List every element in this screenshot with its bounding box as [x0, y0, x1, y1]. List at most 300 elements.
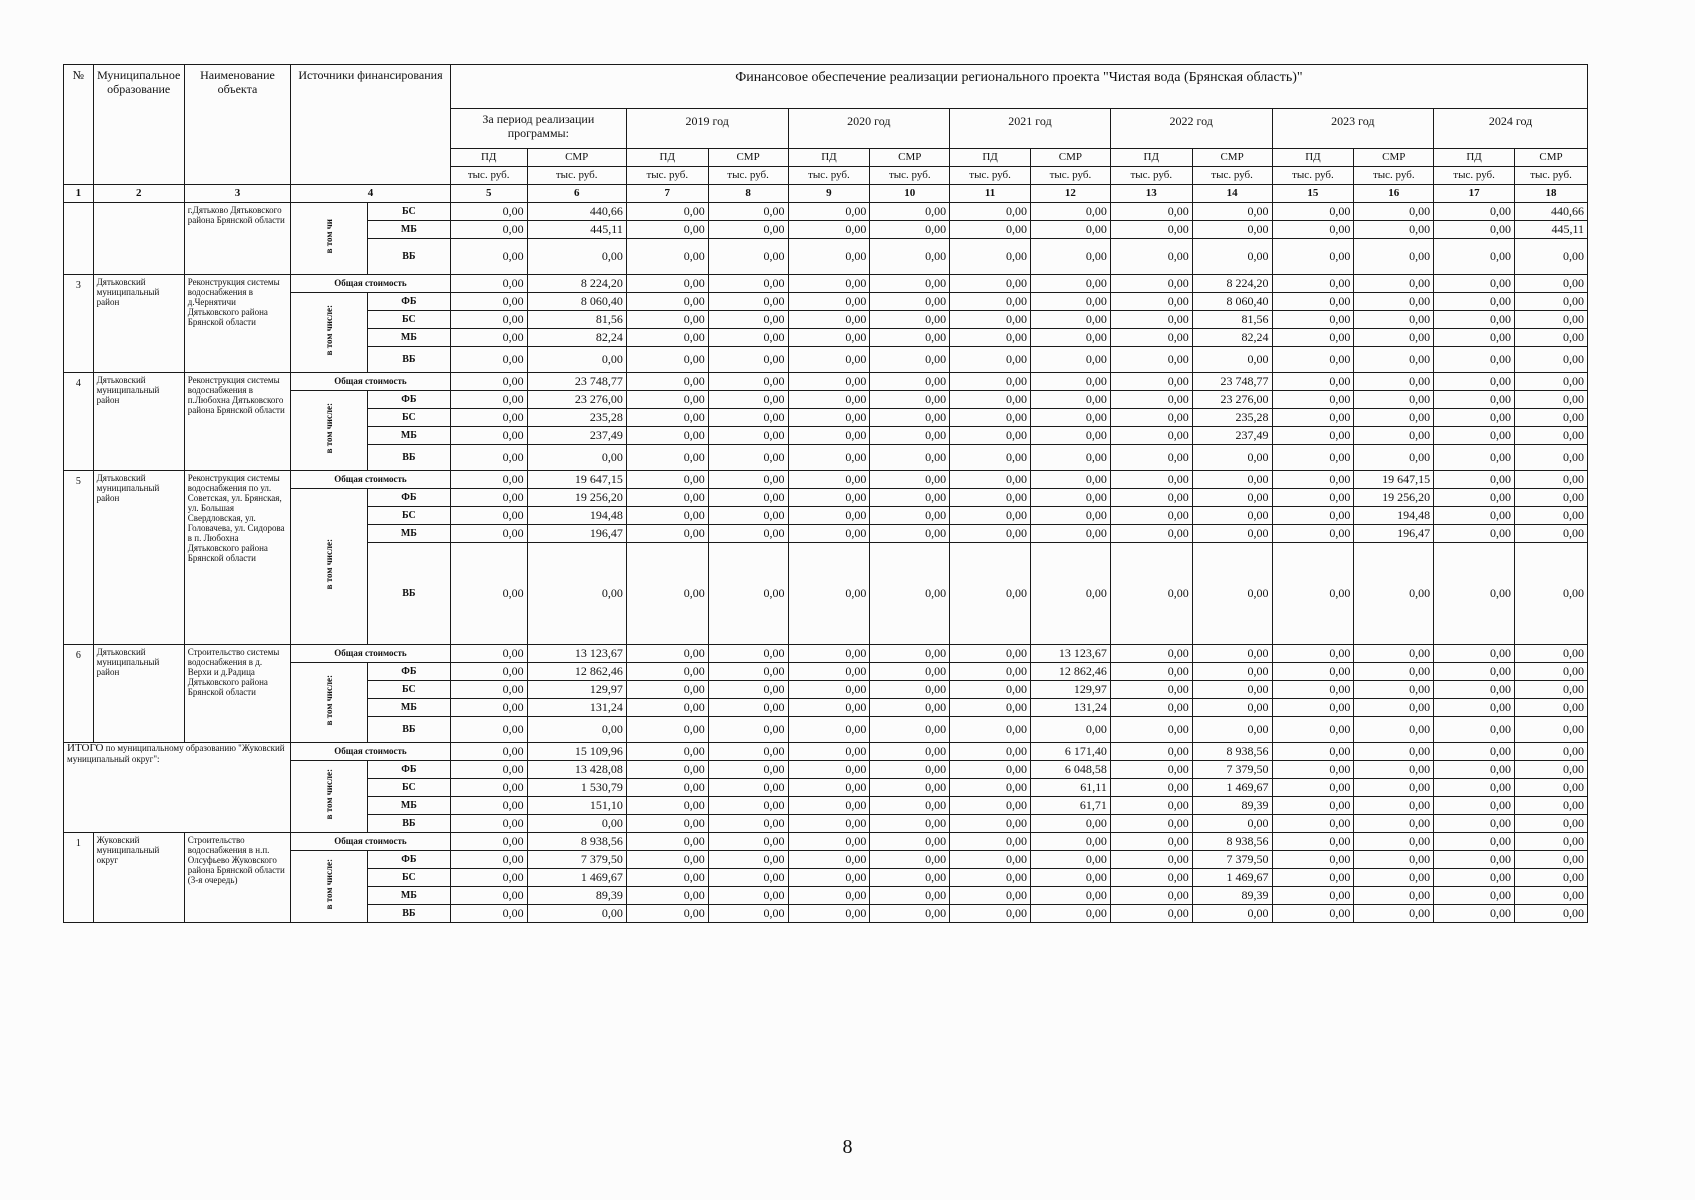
value-cell: 0,00 [788, 427, 870, 445]
value-cell: 0,00 [1192, 445, 1272, 471]
value-cell: 0,00 [950, 525, 1031, 543]
table-body [64, 203, 1588, 923]
value-cell: 0,00 [1434, 699, 1515, 717]
value-cell: 0,00 [626, 445, 708, 471]
value-cell: 0,00 [450, 203, 527, 221]
value-cell: 0,00 [708, 347, 788, 373]
value-cell: 0,00 [1515, 905, 1588, 923]
value-cell: 0,00 [1515, 445, 1588, 471]
value-cell: 0,00 [708, 663, 788, 681]
value-cell: 0,00 [1110, 507, 1192, 525]
value-cell: 0,00 [626, 869, 708, 887]
value-cell: 0,00 [450, 489, 527, 507]
header-pd: ПД [1272, 149, 1354, 167]
value-cell: 0,00 [450, 645, 527, 663]
value-cell: 0,00 [1272, 681, 1354, 699]
value-cell: 0,00 [788, 391, 870, 409]
header-pd: ПД [788, 149, 870, 167]
value-cell: 0,00 [450, 311, 527, 329]
value-cell: 0,00 [788, 851, 870, 869]
value-cell: 0,00 [870, 329, 950, 347]
value-cell: 0,00 [1515, 797, 1588, 815]
value-cell: 0,00 [708, 543, 788, 645]
value-cell: 0,00 [1272, 489, 1354, 507]
value-cell: 0,00 [870, 471, 950, 489]
value-cell: 0,00 [950, 743, 1031, 761]
column-number: 9 [788, 185, 870, 203]
value-cell: 0,00 [1110, 239, 1192, 275]
value-cell: 19 256,20 [1354, 489, 1434, 507]
value-cell: 0,00 [788, 699, 870, 717]
object-name-cell: Строительство водоснабжения в н.п. Олсуфьево Жуковского района Брянской области (3-я очередь) [184, 833, 290, 923]
value-cell: 8 060,40 [527, 293, 626, 311]
value-cell: 0,00 [708, 293, 788, 311]
total-row [64, 275, 1588, 293]
value-cell: 0,00 [708, 851, 788, 869]
value-cell: 89,39 [527, 887, 626, 905]
value-cell: 0,00 [870, 507, 950, 525]
value-cell: 0,00 [1515, 391, 1588, 409]
value-cell: 0,00 [1272, 239, 1354, 275]
value-cell: 81,56 [1192, 311, 1272, 329]
value-cell: 0,00 [1434, 409, 1515, 427]
header-unit: тыс. руб. [1031, 167, 1111, 185]
value-cell: 0,00 [1031, 427, 1111, 445]
source-code: ВБ [367, 543, 450, 645]
value-cell: 0,00 [450, 543, 527, 645]
value-cell: 0,00 [1110, 699, 1192, 717]
in-that-number-text: в том числе: [324, 768, 335, 820]
value-cell: 0,00 [788, 717, 870, 743]
financing-table [63, 64, 1588, 923]
column-number: 1 [64, 185, 94, 203]
value-cell: 0,00 [1515, 645, 1588, 663]
value-cell: 237,49 [527, 427, 626, 445]
value-cell: 0,00 [870, 645, 950, 663]
value-cell: 0,00 [788, 663, 870, 681]
itogo-prefix: ИТОГО [67, 742, 104, 754]
value-cell: 0,00 [450, 221, 527, 239]
value-cell: 0,00 [870, 293, 950, 311]
value-cell: 23 748,77 [527, 373, 626, 391]
value-cell: 0,00 [1354, 887, 1434, 905]
source-row [64, 663, 1588, 681]
value-cell: 0,00 [950, 221, 1031, 239]
source-row [64, 489, 1588, 507]
value-cell: 0,00 [626, 373, 708, 391]
value-cell: 0,00 [1354, 203, 1434, 221]
column-number: 2 [93, 185, 184, 203]
value-cell: 0,00 [788, 239, 870, 275]
column-number: 13 [1110, 185, 1192, 203]
value-cell: 0,00 [708, 427, 788, 445]
value-cell: 0,00 [708, 329, 788, 347]
value-cell: 0,00 [1354, 347, 1434, 373]
source-code: БС [367, 311, 450, 329]
value-cell: 0,00 [870, 869, 950, 887]
value-cell: 237,49 [1192, 427, 1272, 445]
header-unit: тыс. руб. [870, 167, 950, 185]
total-row [64, 645, 1588, 663]
value-cell: 0,00 [1110, 779, 1192, 797]
value-cell: 0,00 [450, 409, 527, 427]
value-cell: 440,66 [1515, 203, 1588, 221]
source-code: ФБ [367, 851, 450, 869]
value-cell: 0,00 [1031, 203, 1111, 221]
value-cell: 0,00 [788, 373, 870, 391]
value-cell: 0,00 [450, 833, 527, 851]
value-cell: 0,00 [1354, 391, 1434, 409]
total-row [64, 373, 1588, 391]
value-cell: 0,00 [1110, 681, 1192, 699]
value-cell: 7 379,50 [527, 851, 626, 869]
value-cell: 0,00 [1515, 833, 1588, 851]
value-cell: 0,00 [708, 869, 788, 887]
value-cell: 0,00 [708, 645, 788, 663]
value-cell: 0,00 [788, 311, 870, 329]
value-cell: 0,00 [788, 797, 870, 815]
header-sources: Источники финансирования [291, 65, 451, 185]
row-index: 6 [64, 645, 94, 743]
row-index: 5 [64, 471, 94, 645]
object-name-cell: Реконструкция системы водоснабжения по ул. Советская, ул. Брянская, ул. Большая Свердловская, ул. Головачева, ул. Сидорова в п. Любохна Дятьковского района Брянской области [184, 471, 290, 645]
value-cell: 0,00 [1515, 851, 1588, 869]
value-cell: 0,00 [870, 851, 950, 869]
value-cell: 0,00 [527, 445, 626, 471]
value-cell: 0,00 [870, 887, 950, 905]
value-cell: 0,00 [450, 293, 527, 311]
value-cell: 0,00 [1110, 851, 1192, 869]
value-cell: 0,00 [1110, 391, 1192, 409]
source-code: МБ [367, 699, 450, 717]
column-number: 11 [950, 185, 1031, 203]
header-smr: СМР [1354, 149, 1434, 167]
value-cell: 0,00 [1110, 221, 1192, 239]
total-cost-label: Общая стоимость [291, 471, 451, 489]
value-cell: 0,00 [1031, 293, 1111, 311]
source-code: ФБ [367, 489, 450, 507]
value-cell: 0,00 [1192, 815, 1272, 833]
value-cell: 0,00 [950, 329, 1031, 347]
value-cell: 0,00 [1354, 815, 1434, 833]
source-code: ВБ [367, 239, 450, 275]
header-no: № [64, 65, 94, 185]
value-cell: 151,10 [527, 797, 626, 815]
in-that-number-label [291, 489, 368, 645]
value-cell: 0,00 [1110, 489, 1192, 507]
value-cell: 0,00 [1272, 471, 1354, 489]
value-cell: 0,00 [950, 427, 1031, 445]
column-number: 16 [1354, 185, 1434, 203]
value-cell: 0,00 [1110, 543, 1192, 645]
value-cell: 7 379,50 [1192, 851, 1272, 869]
row-index: 1 [64, 833, 94, 923]
value-cell: 0,00 [450, 329, 527, 347]
column-number: 6 [527, 185, 626, 203]
page-number: 8 [842, 1136, 853, 1158]
value-cell: 0,00 [626, 699, 708, 717]
value-cell: 0,00 [950, 293, 1031, 311]
value-cell: 0,00 [1434, 239, 1515, 275]
value-cell: 0,00 [708, 507, 788, 525]
itogo-text: по муниципальному образованию "Жуковский муниципальный округ": [67, 743, 285, 764]
value-cell: 0,00 [708, 445, 788, 471]
value-cell: 0,00 [1515, 347, 1588, 373]
value-cell: 0,00 [1110, 203, 1192, 221]
value-cell: 0,00 [1354, 851, 1434, 869]
value-cell: 0,00 [870, 905, 950, 923]
header-smr: СМР [870, 149, 950, 167]
value-cell: 0,00 [1515, 717, 1588, 743]
source-code: БС [367, 869, 450, 887]
value-cell: 0,00 [1434, 869, 1515, 887]
total-cost-label: Общая стоимость [291, 645, 451, 663]
value-cell: 0,00 [1515, 779, 1588, 797]
value-cell: 0,00 [708, 275, 788, 293]
value-cell: 235,28 [1192, 409, 1272, 427]
value-cell: 0,00 [708, 471, 788, 489]
value-cell: 131,24 [1031, 699, 1111, 717]
value-cell: 0,00 [450, 869, 527, 887]
value-cell: 0,00 [1354, 699, 1434, 717]
value-cell: 0,00 [870, 427, 950, 445]
value-cell: 0,00 [950, 699, 1031, 717]
value-cell: 0,00 [450, 779, 527, 797]
value-cell: 0,00 [1515, 275, 1588, 293]
value-cell: 0,00 [788, 293, 870, 311]
value-cell: 0,00 [626, 779, 708, 797]
header-municipality: Муниципальное образование [93, 65, 184, 185]
header-year: 2021 год [950, 109, 1111, 149]
value-cell: 0,00 [1110, 311, 1192, 329]
header-smr: СМР [1515, 149, 1588, 167]
value-cell: 0,00 [708, 833, 788, 851]
value-cell: 0,00 [1354, 833, 1434, 851]
municipality-cell: Дятьковский муниципальный район [93, 645, 184, 743]
value-cell: 0,00 [1272, 445, 1354, 471]
value-cell: 0,00 [626, 391, 708, 409]
value-cell: 0,00 [788, 525, 870, 543]
total-cost-label: Общая стоимость [291, 373, 451, 391]
source-row [64, 391, 1588, 409]
value-cell: 0,00 [788, 761, 870, 779]
value-cell: 0,00 [1110, 797, 1192, 815]
value-cell: 0,00 [1031, 347, 1111, 373]
value-cell: 0,00 [1192, 347, 1272, 373]
value-cell: 0,00 [788, 887, 870, 905]
value-cell: 8 938,56 [527, 833, 626, 851]
value-cell: 0,00 [1031, 905, 1111, 923]
value-cell: 0,00 [450, 851, 527, 869]
value-cell: 0,00 [1515, 329, 1588, 347]
source-row [64, 203, 1588, 221]
value-cell: 0,00 [1434, 311, 1515, 329]
value-cell: 0,00 [788, 221, 870, 239]
value-cell: 0,00 [1515, 681, 1588, 699]
object-name-cell: Строительство системы водоснабжения в д. Верхи и д.Радица Дятьковского района Брянской области [184, 645, 290, 743]
value-cell: 82,24 [527, 329, 626, 347]
value-cell: 0,00 [950, 275, 1031, 293]
value-cell: 0,00 [950, 239, 1031, 275]
source-code: ВБ [367, 717, 450, 743]
value-cell: 0,00 [870, 761, 950, 779]
value-cell: 0,00 [1354, 409, 1434, 427]
value-cell: 0,00 [1434, 275, 1515, 293]
value-cell: 0,00 [1434, 833, 1515, 851]
value-cell: 0,00 [626, 311, 708, 329]
column-number: 8 [708, 185, 788, 203]
in-that-number-label [291, 851, 368, 923]
total-row [64, 833, 1588, 851]
value-cell: 0,00 [1110, 743, 1192, 761]
value-cell: 0,00 [450, 681, 527, 699]
value-cell: 0,00 [708, 761, 788, 779]
value-cell: 0,00 [950, 489, 1031, 507]
header-year: 2024 год [1434, 109, 1588, 149]
value-cell: 0,00 [870, 221, 950, 239]
value-cell: 0,00 [708, 373, 788, 391]
header-smr: СМР [1192, 149, 1272, 167]
value-cell: 0,00 [1272, 779, 1354, 797]
value-cell: 0,00 [1354, 681, 1434, 699]
row-index: 3 [64, 275, 94, 373]
value-cell: 0,00 [1110, 815, 1192, 833]
header-pd: ПД [950, 149, 1031, 167]
value-cell: 0,00 [1272, 905, 1354, 923]
value-cell: 0,00 [626, 797, 708, 815]
value-cell: 0,00 [870, 203, 950, 221]
value-cell: 0,00 [1434, 815, 1515, 833]
value-cell: 12 862,46 [527, 663, 626, 681]
value-cell: 0,00 [870, 681, 950, 699]
value-cell: 61,11 [1031, 779, 1111, 797]
value-cell: 1 530,79 [527, 779, 626, 797]
value-cell: 0,00 [1515, 239, 1588, 275]
value-cell: 0,00 [450, 663, 527, 681]
source-code: ВБ [367, 815, 450, 833]
value-cell: 0,00 [708, 203, 788, 221]
value-cell: 0,00 [788, 833, 870, 851]
value-cell: 0,00 [1354, 293, 1434, 311]
value-cell: 0,00 [1272, 851, 1354, 869]
value-cell: 0,00 [1354, 543, 1434, 645]
value-cell: 0,00 [1354, 779, 1434, 797]
value-cell: 0,00 [1031, 373, 1111, 391]
in-that-number-text: в том числе: [324, 858, 335, 910]
value-cell: 0,00 [788, 409, 870, 427]
header-year: 2023 год [1272, 109, 1434, 149]
header-year: 2020 год [788, 109, 950, 149]
value-cell: 0,00 [450, 347, 527, 373]
value-cell: 0,00 [450, 391, 527, 409]
in-that-number-text: в том числе: [324, 674, 335, 726]
header-unit: тыс. руб. [1192, 167, 1272, 185]
source-code: МБ [367, 887, 450, 905]
value-cell: 0,00 [950, 543, 1031, 645]
value-cell: 0,00 [870, 347, 950, 373]
value-cell: 0,00 [1110, 761, 1192, 779]
value-cell: 0,00 [450, 507, 527, 525]
total-row [64, 471, 1588, 489]
value-cell: 0,00 [788, 681, 870, 699]
value-cell: 0,00 [1515, 471, 1588, 489]
value-cell: 0,00 [1515, 869, 1588, 887]
value-cell: 0,00 [788, 905, 870, 923]
value-cell: 0,00 [708, 221, 788, 239]
source-row [64, 293, 1588, 311]
value-cell: 0,00 [1192, 525, 1272, 543]
value-cell: 0,00 [1515, 743, 1588, 761]
value-cell: 0,00 [1272, 221, 1354, 239]
header-unit: тыс. руб. [450, 167, 527, 185]
in-that-number-text: в том чи [324, 218, 335, 254]
value-cell: 0,00 [708, 779, 788, 797]
source-code: ФБ [367, 663, 450, 681]
value-cell: 0,00 [1272, 347, 1354, 373]
value-cell: 0,00 [1354, 239, 1434, 275]
value-cell: 0,00 [450, 815, 527, 833]
header-period: За период реализации программы: [450, 109, 626, 149]
value-cell: 23 276,00 [527, 391, 626, 409]
value-cell: 0,00 [950, 507, 1031, 525]
value-cell: 0,00 [1434, 887, 1515, 905]
value-cell: 0,00 [788, 203, 870, 221]
value-cell: 0,00 [1354, 275, 1434, 293]
value-cell: 0,00 [870, 699, 950, 717]
value-cell: 0,00 [1110, 663, 1192, 681]
value-cell: 0,00 [1031, 851, 1111, 869]
value-cell: 0,00 [626, 663, 708, 681]
value-cell: 0,00 [1354, 311, 1434, 329]
value-cell: 0,00 [870, 239, 950, 275]
value-cell: 0,00 [1434, 329, 1515, 347]
column-number: 17 [1434, 185, 1515, 203]
value-cell: 0,00 [1354, 663, 1434, 681]
value-cell: 8 938,56 [1192, 833, 1272, 851]
value-cell: 0,00 [870, 275, 950, 293]
value-cell: 0,00 [950, 203, 1031, 221]
value-cell: 0,00 [1031, 329, 1111, 347]
value-cell: 0,00 [1031, 221, 1111, 239]
value-cell: 0,00 [1031, 471, 1111, 489]
value-cell: 0,00 [1434, 471, 1515, 489]
value-cell: 0,00 [626, 275, 708, 293]
value-cell: 0,00 [1272, 797, 1354, 815]
source-code: ФБ [367, 293, 450, 311]
value-cell: 0,00 [1434, 489, 1515, 507]
value-cell: 0,00 [870, 663, 950, 681]
value-cell: 1 469,67 [1192, 869, 1272, 887]
value-cell: 0,00 [950, 815, 1031, 833]
value-cell: 0,00 [1031, 525, 1111, 543]
value-cell: 196,47 [1354, 525, 1434, 543]
value-cell: 0,00 [950, 905, 1031, 923]
source-code: БС [367, 681, 450, 699]
value-cell: 8 060,40 [1192, 293, 1272, 311]
total-row [64, 743, 1588, 761]
value-cell: 0,00 [1272, 293, 1354, 311]
value-cell: 0,00 [1192, 717, 1272, 743]
value-cell: 0,00 [1272, 409, 1354, 427]
value-cell: 0,00 [950, 779, 1031, 797]
value-cell: 0,00 [1354, 329, 1434, 347]
value-cell: 13 123,67 [527, 645, 626, 663]
value-cell: 0,00 [1272, 869, 1354, 887]
municipality-cell: Дятьковский муниципальный район [93, 275, 184, 373]
header-year: 2022 год [1110, 109, 1272, 149]
value-cell: 0,00 [1272, 427, 1354, 445]
value-cell: 0,00 [870, 717, 950, 743]
